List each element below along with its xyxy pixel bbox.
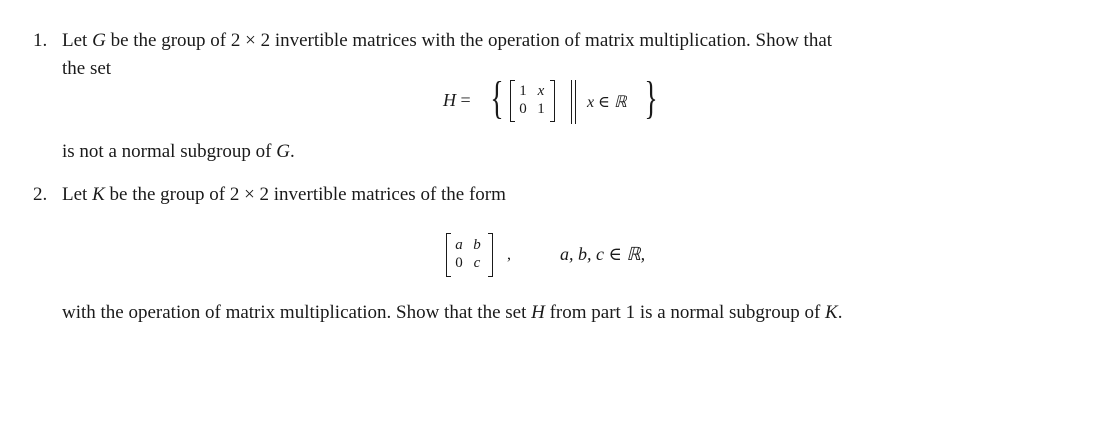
matrix-right-bracket (488, 233, 493, 277)
equals-sign: = (456, 90, 471, 110)
text: from part 1 is a normal subgroup of (544, 302, 826, 323)
problem-2-line-2 (62, 302, 842, 324)
matrix-right-bracket (550, 80, 555, 122)
matrix-entry: 0 (519, 101, 527, 117)
symbol-G: G (276, 141, 290, 162)
problem-1-line-2: the set (62, 58, 112, 79)
text: with the operation of matrix multiplication. Show that the set (62, 302, 532, 323)
symbol-H: H (531, 302, 545, 323)
text: is not a normal subgroup of (62, 141, 277, 162)
matrix-comma: , (507, 246, 511, 263)
symbol-K: K (92, 184, 105, 205)
matrix-condition: a, b, c ∈ ℝ, (560, 244, 646, 264)
matrix-entry: a (455, 237, 463, 253)
symbol-K: K (825, 302, 838, 323)
matrix-entry: c (473, 255, 481, 271)
text: Let (62, 30, 93, 51)
problem-1-line-1 (62, 30, 832, 52)
matrix-h (514, 82, 550, 118)
matrix-k (450, 236, 486, 272)
right-brace-icon: } (644, 72, 658, 123)
left-brace-icon: { (490, 72, 504, 123)
symbol-H: H (443, 90, 456, 110)
divider-bar (575, 80, 576, 124)
set-lhs (443, 90, 471, 111)
set-condition: x ∈ ℝ (587, 94, 627, 111)
symbol-G: G (92, 30, 106, 51)
text: . (837, 302, 843, 323)
problem-2-line-1 (62, 184, 506, 206)
text: Let (62, 184, 93, 205)
problem-1-line-3 (62, 141, 295, 163)
text: be the group of 2 × 2 invertible matrices with the operation of matrix multiplication. Show that (105, 30, 833, 51)
matrix-entry: 1 (519, 83, 527, 99)
divider-bar (571, 80, 572, 124)
text: be the group of 2 × 2 invertible matrices of the form (104, 184, 506, 205)
matrix-entry: b (473, 237, 481, 253)
matrix-entry: x (537, 83, 545, 99)
text: . (290, 141, 295, 162)
matrix-entry: 1 (537, 101, 545, 117)
problem-2-number: 2. (33, 184, 48, 205)
problem-1-number: 1. (33, 30, 48, 51)
matrix-entry: 0 (455, 255, 463, 271)
